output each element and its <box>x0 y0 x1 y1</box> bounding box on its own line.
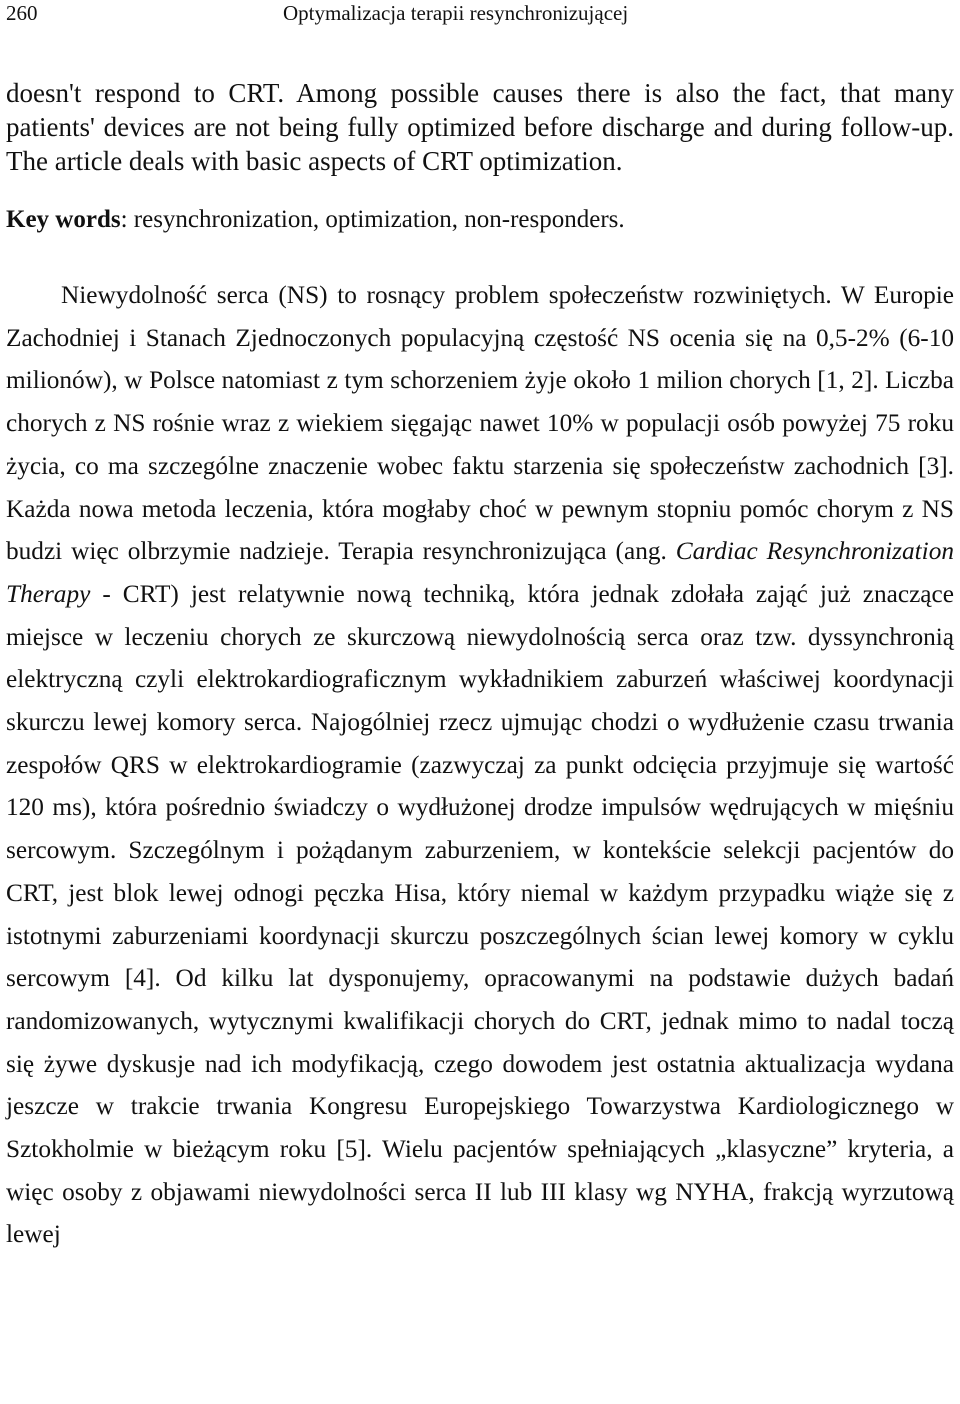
keywords-label: Key words <box>6 206 121 233</box>
abstract-text: doesn't respond to CRT. Among possible causes there is also the fact, that many patients' devices are not being fully optimized before discharge and during follow-up. The article deals with basic aspects of CRT optimization. <box>6 78 954 176</box>
body-italic-term: Cardiac Resynchronization Therapy <box>6 537 954 608</box>
keywords-line <box>6 204 954 236</box>
running-header <box>6 0 954 26</box>
running-title: Optymalizacja terapii resynchronizującej <box>283 1 629 25</box>
keywords-text: : resynchronization, optimization, non-responders. <box>120 206 625 233</box>
page-number: 260 <box>6 1 38 25</box>
document-page <box>6 0 954 1256</box>
body-text-part2: - CRT) jest relatywnie nową techniką, która jednak zdołała zająć już znaczące miejsce w leczeniu chorych ze skurczową niewydolnością serca oraz tzw. dyssynchronią elektryczną czyli elektrokardiograficznym wykładnikiem zaburzeń właściwej koordynacji skurczu lewej komory serca. Najogólniej rzecz ujmując chodzi o wydłużenie czasu trwania zespołów QRS w elektrokardiogramie (zazwyczaj za punkt odcięcia przyjmuje się wartość 120 ms), która pośrednio świadczy o wydłużonej drodze impulsów wędrujących w mięśniu sercowym. Szczególnym i pożądanym zaburzeniem, w kontekście selekcji pacjentów do CRT, jest blok lewej odnogi pęczka Hisa, który niemal w każdym przypadku wiąże się z istotnymi zaburzeniami koordynacji skurczu poszczególnych ścian lewej komory w cyklu sercowym [4]. Od kilku lat dysponujemy, opracowanymi na podstawie dużych badań randomizowanych, wytycznymi kwalifikacji chorych do CRT, jednak mimo to nadal toczą się żywe dyskusje nad ich modyfikacją, czego dowodem jest ostatnia aktualizacja wydana jeszcze w trakcie trwania Kongresu Europejskiego Towarzystwa Kardiologicznego w Sztokholmie w bieżącym roku [5]. Wielu pacjentów spełniających „klasyczne” kryteria, a więc osoby z objawami niewydolności serca II lub III klasy wg NYHA, frakcją wyrzutową lewej <box>6 579 954 1249</box>
body-text-part1: Niewydolność serca (NS) to rosnący problem społeczeństw rozwiniętych. W Europie Zachodniej i Stanach Zjednoczonych populacyjną częstość NS ocenia się na 0,5-2% (6-10 milionów), w Polsce natomiast z tym schorzeniem żyje około 1 milion chorych [1, 2]. Liczba chorych z NS rośnie wraz z wiekiem sięgając nawet 10% w populacji osób powyżej 75 roku życia, co ma szczególne znaczenie wobec faktu starzenia się społeczeństw zachodnich [3]. Każda nowa metoda leczenia, która mogłaby choć w pewnym stopniu pomóc chorym z NS budzi więc olbrzymie nadzieje. Terapia resynchronizująca (ang. <box>6 281 954 566</box>
body-paragraph <box>6 274 954 1256</box>
body-section <box>6 274 954 1256</box>
abstract-section <box>6 76 954 178</box>
